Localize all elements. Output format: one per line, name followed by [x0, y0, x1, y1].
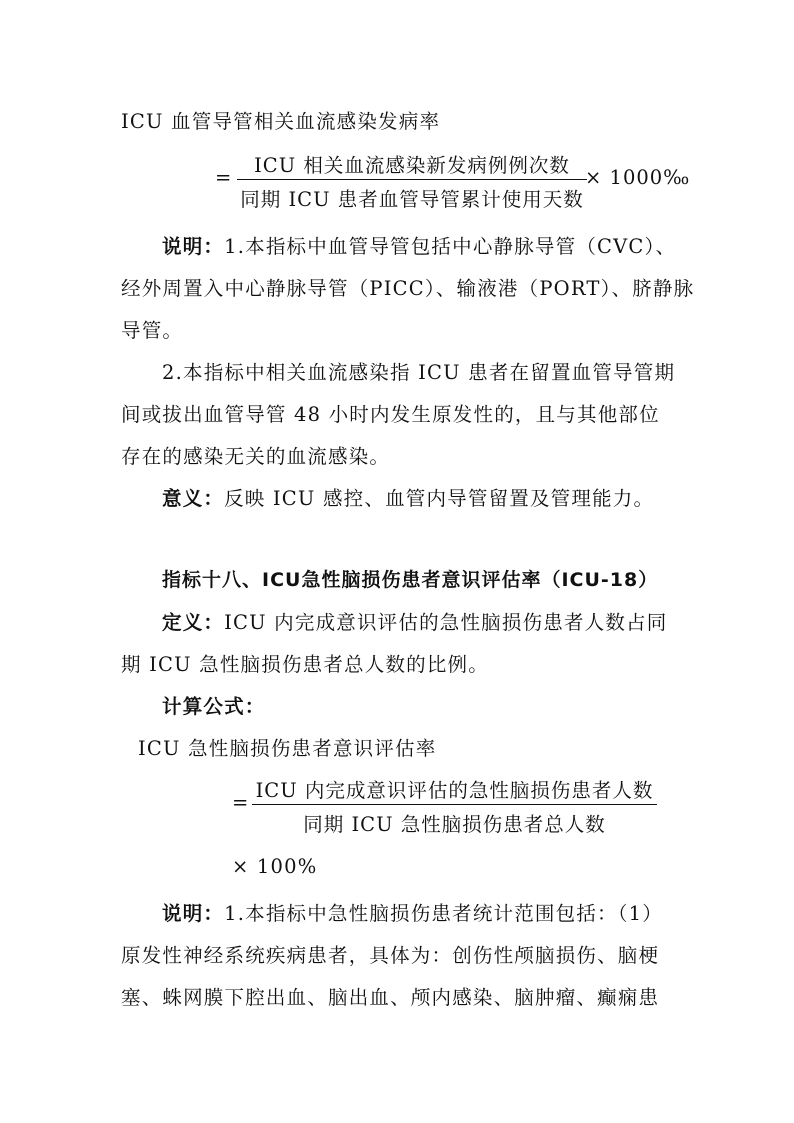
- formula1-fraction-bar: [237, 179, 587, 180]
- note1-line1: [162, 231, 676, 259]
- meaning-label: 意义：: [162, 487, 225, 510]
- formula2-equals: =: [232, 791, 250, 814]
- note1-p2-line1: 2.本指标中相关血流感染指 ICU 患者在留置血管导管期: [162, 361, 676, 384]
- formula2-numerator: ICU 内完成意识评估的急性脑损伤患者人数: [255, 779, 654, 802]
- note1-p2-line2: 间或拔出血管导管 48 小时内发生原发性的，且与其他部位: [121, 403, 660, 426]
- formula1-numerator: ICU 相关血流感染新发病例例次数: [254, 154, 570, 177]
- formula1-equals: =: [215, 166, 233, 189]
- note2-label: 说明：: [162, 902, 225, 925]
- note2-text1: 1.本指标中急性脑损伤患者统计范围包括：（1）: [224, 902, 663, 925]
- note1-line2: 经外周置入中心静脉导管（PICC）、输液港（PORT）、脐静脉: [121, 277, 695, 300]
- formula1-denominator: 同期 ICU 患者血管导管累计使用天数: [240, 188, 584, 211]
- note1-label: 说明：: [162, 235, 225, 258]
- formula2-denominator: 同期 ICU 急性脑损伤患者总人数: [303, 813, 606, 836]
- formula2-multiplier: × 100%: [232, 855, 318, 878]
- definition-line1: [162, 607, 667, 635]
- formula1-multiplier: × 1000‰: [585, 166, 691, 189]
- formula-label: 计算公式：: [162, 695, 266, 718]
- note1-line3: 导管。: [121, 319, 184, 342]
- formula1-title: ICU 血管导管相关血流感染发病率: [121, 110, 441, 133]
- note2-line1: [162, 898, 663, 926]
- formula1-fraction: [215, 150, 691, 212]
- meaning-line: [162, 483, 654, 511]
- note1-text1: 1.本指标中血管导管包括中心静脉导管（CVC）、: [224, 235, 677, 258]
- definition-text1: ICU 内完成意识评估的急性脑损伤患者人数占同: [224, 611, 668, 634]
- note2-line3: 塞、蛛网膜下腔出血、脑出血、颅内感染、脑肿瘤、癫痫患: [121, 986, 660, 1009]
- formula2-fraction-bar: [252, 804, 657, 805]
- definition-label: 定义：: [162, 611, 225, 634]
- definition-line2: 期 ICU 急性脑损伤患者总人数的比例。: [121, 653, 489, 676]
- formula2-title: ICU 急性脑损伤患者意识评估率: [138, 737, 437, 760]
- note1-p2-line3: 存在的感染无关的血流感染。: [121, 445, 391, 468]
- formula2-fraction: [232, 775, 672, 837]
- note2-line2: 原发性神经系统疾病患者，具体为：创伤性颅脑损伤、脑梗: [121, 944, 660, 967]
- meaning-text: 反映 ICU 感控、血管内导管留置及管理能力。: [224, 487, 655, 510]
- section18-heading: 指标十八、ICU急性脑损伤患者意识评估率（ICU-18）: [162, 569, 659, 591]
